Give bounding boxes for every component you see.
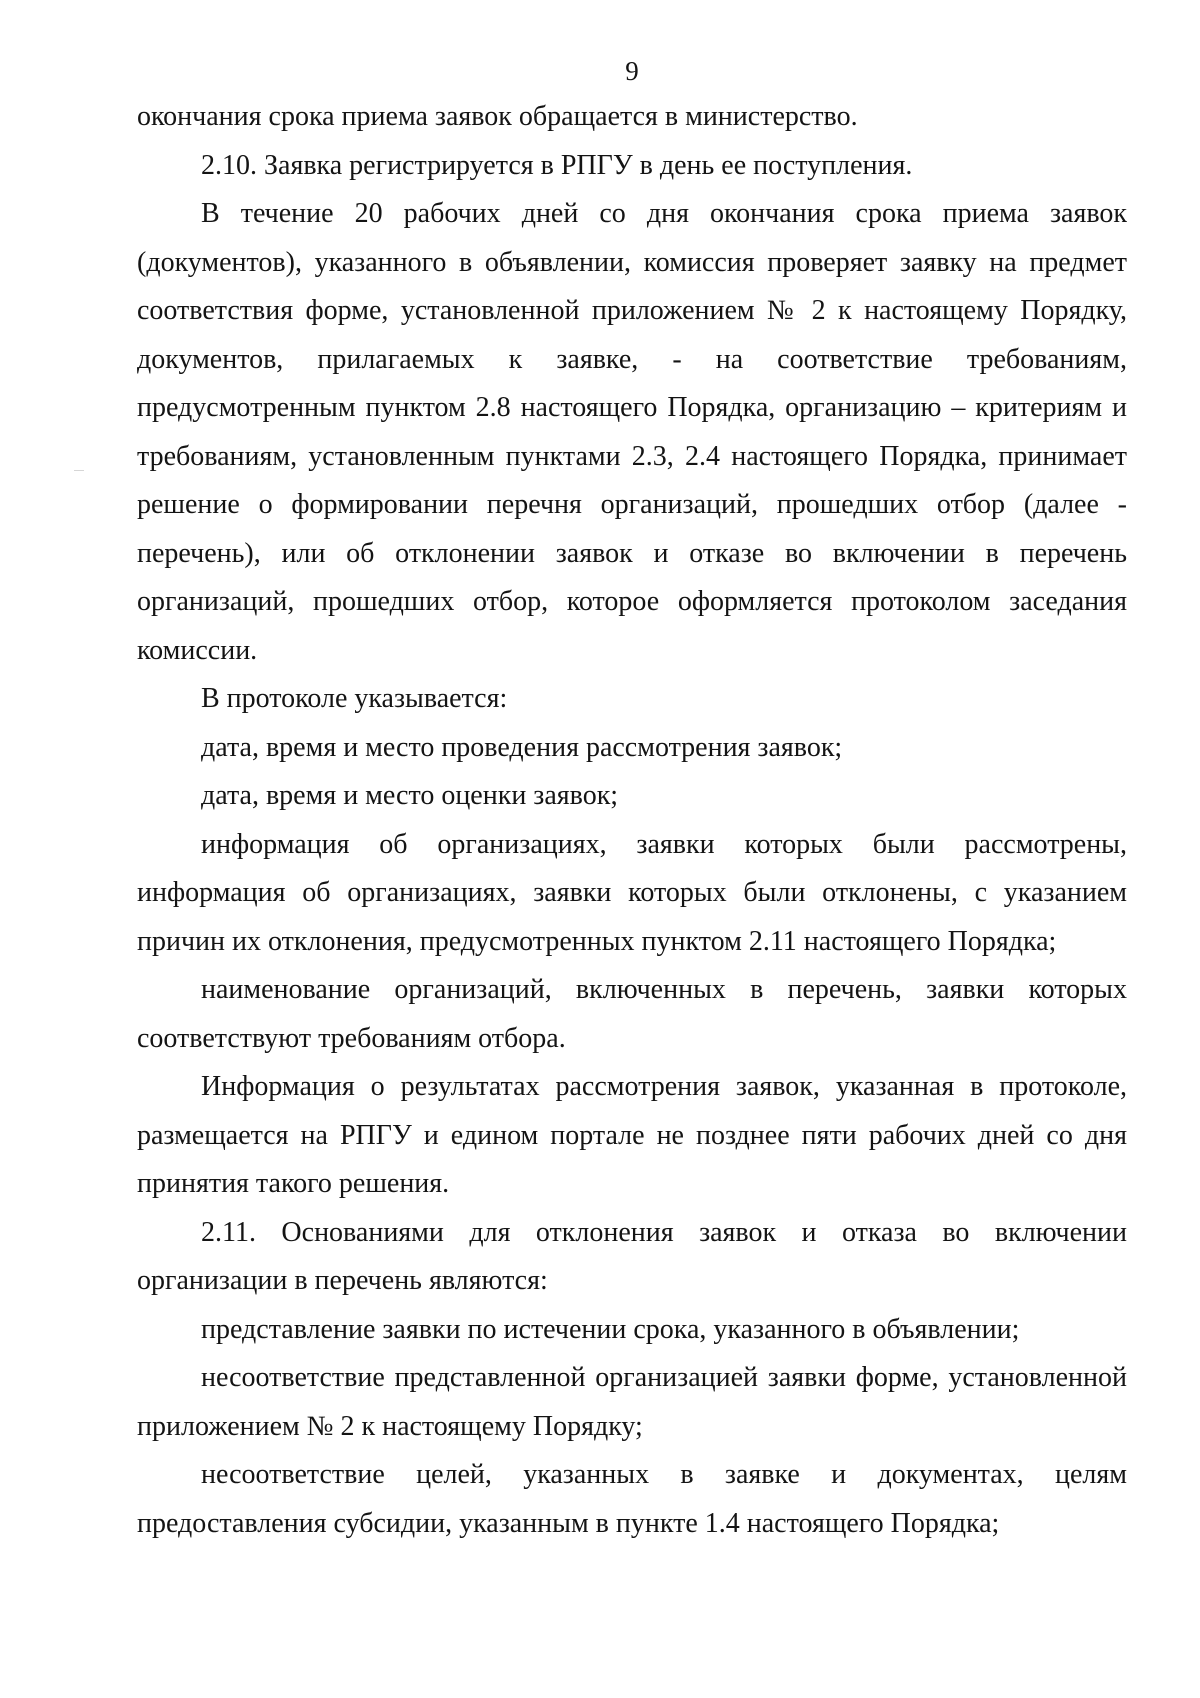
paragraph-2-11: 2.11. Основаниями для отклонения заявок и отказа во включении организации в перечень являются: <box>137 1216 1127 1296</box>
scan-artifact <box>74 470 84 471</box>
paragraph-review-period: В течение 20 рабочих дней со дня окончания срока приема заявок (документов), указанного в объявлении, комиссия проверяет заявку на предмет соответствия форме, установленной приложением № 2 к настоящему Порядку, документов, прилагаемых к заявке, - на соответствие требованиям, предусмотренным пунктом 2.8 настоящего Порядка, организацию – критериям и требованиям, установленным пунктами 2.3, 2.4 настоящего Порядка, принимает решение о формировании перечня организаций, прошедших отбор (далее - перечень), или об отклонении заявок и отказе во включении в перечень организаций, прошедших отбор, которое оформляется протоколом заседания комиссии. <box>137 198 1127 666</box>
list-item-review-date: дата, время и место проведения рассмотрения заявок; <box>201 731 843 763</box>
list-item-organizations-info: информация об организациях, заявки которых были рассмотрены, информация об организациях, заявки которых были отклонены, с указанием причин их отклонения, предусмотренных пунктом 2.11 настоящего Порядка; <box>137 828 1127 957</box>
paragraph-protocol-intro: В протоколе указывается: <box>201 683 508 714</box>
paragraph-continuation: окончания срока приема заявок обращается в министерство. <box>137 101 858 132</box>
list-item-goals-mismatch: несоответствие целей, указанных в заявке и документах, целям предоставления субсидии, указанным в пункте 1.4 настоящего Порядка; <box>137 1459 1127 1539</box>
document-body <box>137 93 1127 1548</box>
list-item-form-mismatch: несоответствие представленной организацией заявки форме, установленной приложением № 2 к настоящему Порядку; <box>137 1362 1127 1442</box>
paragraph-results-publication: Информация о результатах рассмотрения заявок, указанная в протоколе, размещается на РПГУ и едином портале не позднее пяти рабочих дней со дня принятия такого решения. <box>137 1071 1127 1199</box>
list-item-evaluation-date: дата, время и место оценки заявок; <box>201 780 619 811</box>
list-item-included-organizations: наименование организаций, включенных в перечень, заявки которых соответствуют требованиям отбора. <box>137 974 1127 1054</box>
page-number: 9 <box>625 56 639 86</box>
list-item-late-submission: представление заявки по истечении срока, указанного в объявлении; <box>201 1313 1020 1345</box>
paragraph-2-10: 2.10. Заявка регистрируется в РПГУ в день ее поступления. <box>201 149 913 181</box>
